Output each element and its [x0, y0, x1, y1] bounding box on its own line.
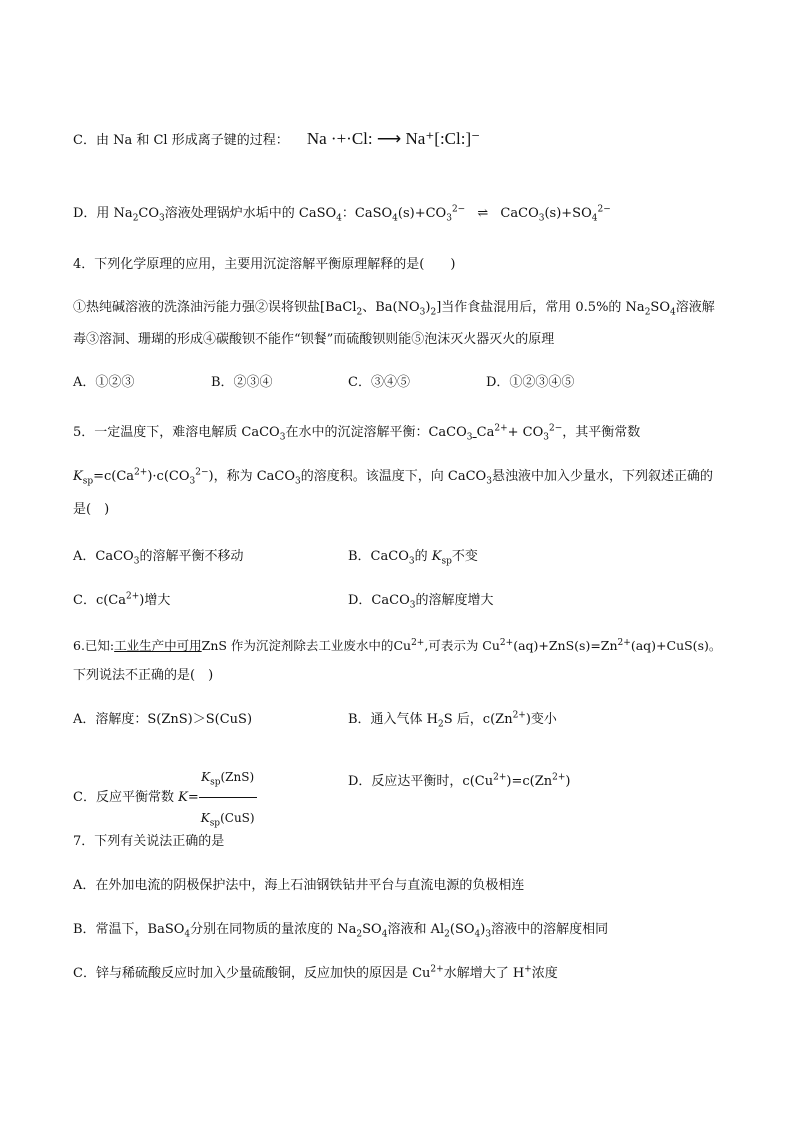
q4-option-a: A．①②③ — [73, 375, 135, 390]
q7-option-b: B．常温下，BaSO$_4$分别在同物质的量浓度的 $Na_2SO_4$溶液和 $Al_2(SO_4)_3$溶液中的溶解度相同 — [73, 922, 609, 940]
q5-stem-line1: 5．一定温度下，难溶电解质 CaCO$_3$在水中的沉淀溶解平衡：CaCO$_3$ $Ca^{2+}+ CO_3^{2-}$，其平衡常数 — [73, 423, 641, 443]
q6-option-d: D．反应达平衡时，$c(Cu^{2+})=c(Zn^{2+})$ — [348, 772, 571, 789]
q5-option-b: B．CaCO$_3$的 $K_{sp}$不变 — [348, 549, 478, 567]
q3-option-d: D．用 $Na_2CO_3$溶液处理锅炉水垢中的 CaSO$_4$：$CaSO_4(s)+CO_3^{2-}$ ⇌ $CaCO_3(s)+SO_4^{2-}$ — [73, 204, 611, 224]
q6-stem-line1: 6.已知:工业生产中可用ZnS 作为沉淀剂除去工业废水中的$Cu^{2+}$,可表示为 $Cu^{2+}(aq)+ZnS(s)=Zn^{2+}(aq)+CuS(s)$。 — [73, 637, 722, 653]
q4-option-d: D．①②③④⑤ — [486, 375, 575, 390]
q5-stem-line3: 是( ) — [73, 502, 110, 517]
equilibrium-constant-fraction: $\frac{K_{sp}(ZnS)}{K_{sp}(CuS)}$ — [199, 757, 257, 838]
q6-stem-line2: 下列说法不正确的是( ) — [73, 668, 214, 683]
q6-option-c: C．反应平衡常数 K= $\frac{K_{sp}(ZnS)}{K_{sp}(CuS)}$ — [73, 757, 257, 838]
equilibrium-arrow-icon: ⇌ — [477, 206, 489, 221]
q5-stem-line2: $K_{sp}=c(Ca^{2+})\cdot c(CO_3^{2-})$，称为 CaCO$_3$的溶度积。该温度下，向 CaCO$_3$悬浊液中加入少量水，下列叙述正确的 — [73, 467, 713, 487]
q7-option-c: C．锌与稀硫酸反应时加入少量硫酸铜，反应加快的原因是 $Cu^{2+}$水解增大了 H+浓度 — [73, 964, 558, 981]
q7-stem: 7．下列有关说法正确的是 — [73, 834, 225, 849]
q6-option-a: A．溶解度：S(ZnS)＞S(CuS) — [73, 712, 253, 727]
q6-option-b: B．通入气体 $H_2S$ 后，$c(Zn^{2+})$变小 — [348, 710, 557, 730]
q4-stem: 4．下列化学原理的应用，主要用沉淀溶解平衡原理解释的是( ) — [73, 257, 456, 272]
q3-option-c-label: C．由 Na 和 Cl 形成离子键的过程： — [73, 133, 289, 148]
q7-option-a: A．在外加电流的阴极保护法中，海上石油钢铁钻井平台与直流电源的负极相连 — [73, 878, 525, 893]
q5-option-c: C．$c(Ca^{2+})$增大 — [73, 591, 171, 608]
q4-statement-line2: 毒③溶洞、珊瑚的形成④碳酸钡不能作“钡餐”而硫酸钡则能⑤泡沫灭火器灭火的原理 — [73, 332, 555, 347]
q4-option-b: B．②③④ — [211, 375, 273, 390]
q4-statement-line1: ①热纯碱溶液的洗涤油污能力强②误将钡盐[BaCl$_2$、$Ba(NO_3)_2$]当作食盐混用后，常用 0.5%的 $Na_2SO_4$溶液解 — [73, 300, 715, 318]
q5-option-d: D．CaCO$_3$的溶解度增大 — [348, 593, 494, 611]
q3-option-c — [73, 130, 480, 150]
q5-option-a: A．CaCO$_3$的溶解平衡不移动 — [73, 549, 244, 567]
q4-option-c: C．③④⑤ — [348, 375, 410, 390]
electron-dot-formula: Na ·+·Cl: ⟶ Na⁺[:Cl:]⁻ — [306, 129, 481, 148]
